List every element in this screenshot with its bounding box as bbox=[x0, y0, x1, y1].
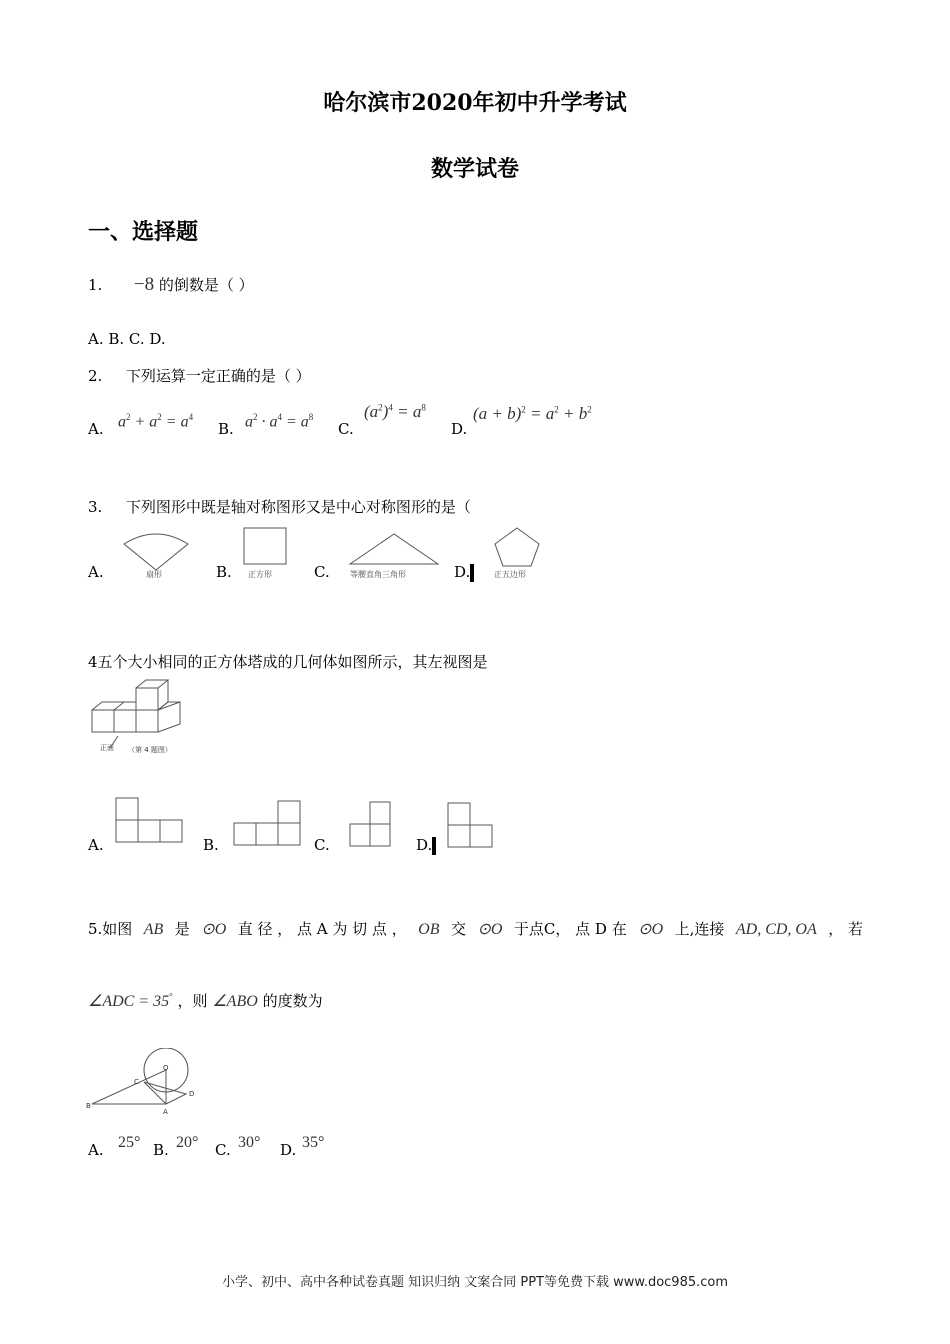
option-label-c: C. bbox=[314, 836, 330, 854]
formula-b: $a^2 \cdot a^4 = a^8$ bbox=[245, 412, 314, 431]
cube-stack-figure bbox=[88, 678, 198, 760]
question-4: 4五个大小相同的正方体塔成的几何体如图所示，其左视图是 bbox=[88, 653, 488, 671]
question-2 bbox=[88, 365, 311, 386]
point-b: B bbox=[86, 1102, 91, 1110]
question-5-options bbox=[88, 1132, 348, 1160]
circle-tangent-figure bbox=[86, 1048, 206, 1118]
q5-text-part: 交 bbox=[450, 920, 466, 938]
math-angle-abo: ∠ABO bbox=[212, 993, 258, 1010]
caption-triangle: 等腰直角三角形 bbox=[350, 570, 406, 579]
question-text: 下列图形中既是轴对称图形又是中心对称图形的是（ bbox=[125, 498, 471, 516]
formula-d: $(a + b)^2 = a^2 + b^2$ bbox=[473, 404, 592, 423]
q5-text-part: 的度数为 bbox=[262, 992, 323, 1010]
math-circle-o: ⊙O bbox=[638, 921, 664, 938]
option-label-a: A. bbox=[88, 1141, 104, 1159]
option-value-d: 35° bbox=[302, 1134, 325, 1151]
square-figure bbox=[242, 526, 292, 568]
page-title: 哈尔滨市2020年初中升学考试 bbox=[323, 90, 627, 116]
pentagon-figure bbox=[492, 526, 542, 568]
option-label-b: B. bbox=[216, 563, 232, 581]
question-1 bbox=[88, 274, 254, 296]
question-3 bbox=[88, 496, 471, 517]
point-c: C bbox=[134, 1078, 139, 1086]
q5-text-part: 上,连接 bbox=[674, 920, 725, 938]
page-footer: 小学、初中、高中各种试卷真题 知识归纳 文案合同 PPT等免费下载 www.doc985.com bbox=[221, 1275, 729, 1290]
page-subtitle: 数学试卷 bbox=[430, 156, 519, 182]
math-angle-adc: ∠ADC = 35° bbox=[88, 991, 173, 1010]
question-5-line-1 bbox=[88, 918, 863, 939]
q5-text-part: ，则 bbox=[177, 992, 208, 1010]
option-label-d: D. bbox=[416, 836, 436, 855]
option-label-d: D. bbox=[451, 420, 468, 438]
question-text: 下列运算一定正确的是（ ） bbox=[125, 367, 311, 385]
option-label-b: B. bbox=[203, 836, 219, 854]
math-circle-o: ⊙O bbox=[201, 921, 227, 938]
formula-a: $a^2 + a^2 = a^4$ bbox=[118, 412, 194, 431]
caption-square: 正方形 bbox=[248, 570, 272, 579]
math-circle-o: ⊙O bbox=[477, 921, 503, 938]
view-option-d-figure bbox=[444, 801, 496, 849]
option-label-b: B. bbox=[218, 420, 234, 438]
caption-sector: 扇形 bbox=[146, 570, 162, 579]
q5-text-part: 5.如图 bbox=[88, 920, 133, 938]
point-d: D bbox=[189, 1090, 195, 1098]
question-3-options bbox=[88, 522, 558, 584]
section-heading-choice: 一、选择题 bbox=[88, 219, 199, 245]
question-5-line-2 bbox=[88, 990, 323, 1011]
question-4-options bbox=[88, 794, 508, 856]
option-value-c: 30° bbox=[238, 1134, 261, 1151]
option-label-a: A. bbox=[88, 563, 104, 581]
isosceles-right-triangle-figure bbox=[348, 530, 442, 568]
math-expression: −8 bbox=[133, 274, 155, 295]
question-2-options bbox=[88, 402, 648, 438]
question-number: 3. bbox=[88, 498, 103, 516]
point-o: O bbox=[163, 1064, 169, 1072]
view-option-a-figure bbox=[114, 796, 186, 844]
option-label-d: D. bbox=[454, 563, 474, 582]
option-label-a: A. bbox=[88, 420, 104, 438]
q5-text-part: 于点C， 点 D 在 bbox=[513, 920, 627, 938]
question-text: 的倒数是（ ） bbox=[158, 276, 254, 294]
option-label-c: C. bbox=[338, 420, 354, 438]
option-label-b: B. bbox=[153, 1141, 169, 1159]
question-number: 1. bbox=[88, 276, 103, 294]
q5-text-part: 直 径 ， 点 A 为 切 点 ， bbox=[237, 920, 407, 938]
option-value-b: 20° bbox=[176, 1134, 199, 1151]
front-label: 正面 bbox=[100, 744, 114, 752]
question-1-options: A. B. C. D. bbox=[88, 330, 166, 348]
point-a: A bbox=[163, 1108, 168, 1116]
math-ab: AB bbox=[143, 921, 164, 938]
option-label-a: A. bbox=[88, 836, 104, 854]
math-segments: AD, CD, OA bbox=[735, 921, 817, 938]
q5-text-part: 是 bbox=[174, 920, 190, 938]
option-label-d: D. bbox=[280, 1141, 297, 1159]
math-ob: OB bbox=[418, 921, 440, 938]
option-label-c: C. bbox=[215, 1141, 231, 1159]
q5-text-part: ， 若 bbox=[828, 920, 863, 938]
option-label-c: C. bbox=[314, 563, 330, 581]
view-option-b-figure bbox=[232, 799, 304, 847]
question-number: 2. bbox=[88, 367, 103, 385]
formula-c: $(a^2)^4 = a^8$ bbox=[364, 402, 426, 421]
view-option-c-figure bbox=[346, 800, 396, 848]
option-value-a: 25° bbox=[118, 1134, 141, 1151]
caption-pentagon: 正五边形 bbox=[494, 570, 526, 579]
figure-caption: （第 4 题图） bbox=[128, 746, 172, 754]
